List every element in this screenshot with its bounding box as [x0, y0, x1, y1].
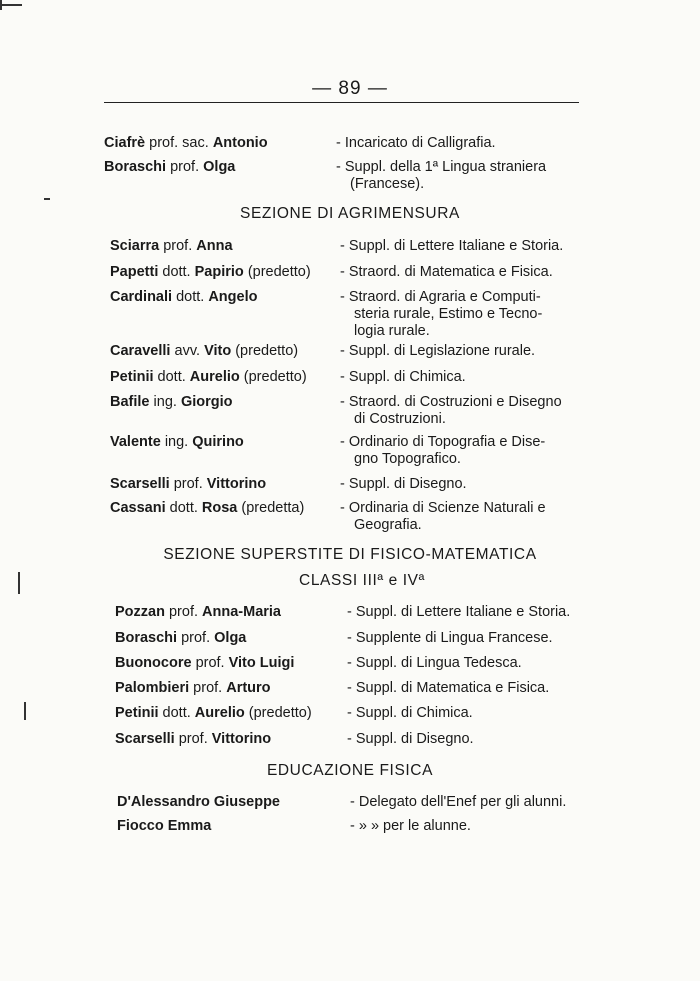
role-description [340, 394, 590, 428]
first-name: Arturo [226, 680, 271, 696]
person-name [115, 655, 294, 672]
person-name [110, 369, 307, 386]
role-description [340, 264, 590, 281]
person-name [110, 238, 233, 255]
first-name: Angelo [208, 289, 258, 305]
surname: Pozzan [115, 604, 165, 620]
surname: Scarselli [110, 476, 170, 492]
role-description [340, 238, 590, 255]
person-name [110, 289, 257, 306]
person-name [110, 264, 311, 281]
predetto-note: (predetto) [235, 343, 299, 359]
role-line: - » » per le alunne. [350, 818, 471, 834]
predetto-note: (predetto) [243, 369, 307, 385]
role-description [350, 794, 600, 811]
subheading-text: CLASSI IIIª e IVª [299, 572, 425, 589]
role-line: - Supplente di Lingua Francese. [347, 630, 553, 646]
scan-mark [24, 702, 26, 720]
surname: Petinii [115, 705, 159, 721]
first-name: Aurelio [189, 369, 240, 385]
role-description [340, 369, 590, 386]
role-line: gno Topografico. [354, 451, 461, 467]
role-line: steria rurale, Estimo e Tecno- [354, 306, 543, 322]
academic-title: prof. [163, 238, 193, 254]
role-line: Geografia. [354, 517, 422, 533]
role-description [340, 500, 590, 534]
role-line: - Ordinario di Topografia e Dise- [340, 434, 546, 450]
person-name [117, 818, 211, 835]
surname: Palombieri [115, 680, 190, 696]
role-line: - Straord. di Matematica e Fisica. [340, 264, 553, 280]
role-description [340, 434, 590, 468]
first-name: Antonio [212, 135, 268, 151]
surname: Boraschi [104, 159, 167, 175]
role-line: - Suppl. di Disegno. [347, 731, 474, 747]
role-line: - Suppl. di Lettere Italiane e Storia. [340, 238, 564, 254]
predetto-note: (predetta) [241, 500, 305, 516]
role-line: - Suppl. di Chimica. [347, 705, 473, 721]
surname: Papetti [110, 264, 159, 280]
role-line: di Costruzioni. [354, 411, 446, 427]
person-name [115, 731, 271, 748]
surname: Bafile [110, 394, 150, 410]
first-name: Olga [203, 159, 236, 175]
academic-title: avv. [174, 343, 201, 359]
person-name [115, 630, 246, 647]
academic-title: dott. [162, 264, 191, 280]
section-heading: SEZIONE DI AGRIMENSURA [240, 205, 460, 222]
role-description [347, 630, 597, 647]
surname: D'Alessandro Giuseppe [117, 794, 280, 810]
first-name: Vito [204, 343, 232, 359]
surname: Boraschi [115, 630, 178, 646]
first-name: Quirino [192, 434, 244, 450]
person-name [110, 434, 244, 451]
predetto-note: (predetto) [248, 705, 312, 721]
surname: Scarselli [115, 731, 175, 747]
section-subheading [12, 572, 700, 590]
role-description [340, 289, 590, 340]
role-line: - Suppl. di Disegno. [340, 476, 467, 492]
header-rule [104, 102, 579, 103]
role-line: logia rurale. [354, 323, 430, 339]
person-name [104, 135, 268, 152]
role-description [336, 159, 586, 193]
role-description [347, 655, 597, 672]
academic-title: prof. [195, 655, 225, 671]
academic-title: prof. [170, 159, 200, 175]
first-name: Anna-Maria [202, 604, 281, 620]
first-name: Vittorino [211, 731, 272, 747]
person-name [110, 500, 304, 517]
academic-title: dott. [162, 705, 191, 721]
surname: Sciarra [110, 238, 160, 254]
person-name [115, 705, 312, 722]
role-description [340, 476, 590, 493]
role-line: - Straord. di Costruzioni e Disegno [340, 394, 562, 410]
surname: Valente [110, 434, 161, 450]
role-description [350, 818, 600, 835]
academic-title: dott. [176, 289, 205, 305]
role-line: - Suppl. di Legislazione rurale. [340, 343, 536, 359]
scan-mark [0, 4, 22, 6]
role-description [347, 604, 597, 621]
role-description [336, 135, 586, 152]
role-line: - Suppl. di Chimica. [340, 369, 466, 385]
first-name: Vito Luigi [228, 655, 295, 671]
academic-title: prof. sac. [149, 135, 209, 151]
academic-title: prof. [193, 680, 223, 696]
person-name [115, 680, 271, 697]
role-line: - Ordinaria di Scienze Naturali e [340, 500, 546, 516]
academic-title: prof. [178, 731, 208, 747]
page-number: — 89 — [312, 78, 388, 99]
first-name: Vittorino [206, 476, 267, 492]
academic-title: dott. [169, 500, 198, 516]
surname: Cardinali [110, 289, 173, 305]
role-description [340, 343, 590, 360]
surname: Petinii [110, 369, 154, 385]
role-line: (Francese). [350, 176, 425, 192]
first-name: Rosa [201, 500, 238, 516]
person-name [104, 159, 235, 176]
first-name: Aurelio [194, 705, 245, 721]
role-line: - Suppl. di Lettere Italiane e Storia. [347, 604, 571, 620]
role-line: - Suppl. di Lingua Tedesca. [347, 655, 522, 671]
section-heading: SEZIONE SUPERSTITE DI FISICO-MATEMATICA [163, 546, 537, 563]
academic-title: ing. [164, 434, 189, 450]
role-line: - Delegato dell'Enef per gli alunni. [350, 794, 567, 810]
surname: Ciafrè [104, 135, 146, 151]
role-line: - Incaricato di Calligrafia. [336, 135, 496, 151]
scan-mark [0, 0, 2, 10]
role-line: - Straord. di Agraria e Computi- [340, 289, 541, 305]
section-heading: EDUCAZIONE FISICA [266, 762, 434, 779]
predetto-note: (predetto) [247, 264, 311, 280]
surname: Buonocore [115, 655, 192, 671]
role-description [347, 680, 597, 697]
academic-title: prof. [168, 604, 198, 620]
first-name: Olga [214, 630, 247, 646]
academic-title: prof. [181, 630, 211, 646]
academic-title: ing. [153, 394, 177, 410]
academic-title: prof. [173, 476, 203, 492]
person-name [110, 394, 233, 411]
role-line: - Suppl. della 1ª Lingua straniera [336, 159, 547, 175]
first-name: Giorgio [180, 394, 233, 410]
person-name [110, 476, 266, 493]
surname: Cassani [110, 500, 166, 516]
academic-title: dott. [157, 369, 186, 385]
person-name [115, 604, 281, 621]
role-description [347, 705, 597, 722]
role-line: - Suppl. di Matematica e Fisica. [347, 680, 550, 696]
surname: Fiocco Emma [117, 818, 212, 834]
person-name [117, 794, 280, 811]
person-name [110, 343, 298, 360]
first-name: Anna [196, 238, 233, 254]
surname: Caravelli [110, 343, 171, 359]
role-description [347, 731, 597, 748]
scan-mark [44, 198, 50, 200]
first-name: Papirio [194, 264, 244, 280]
